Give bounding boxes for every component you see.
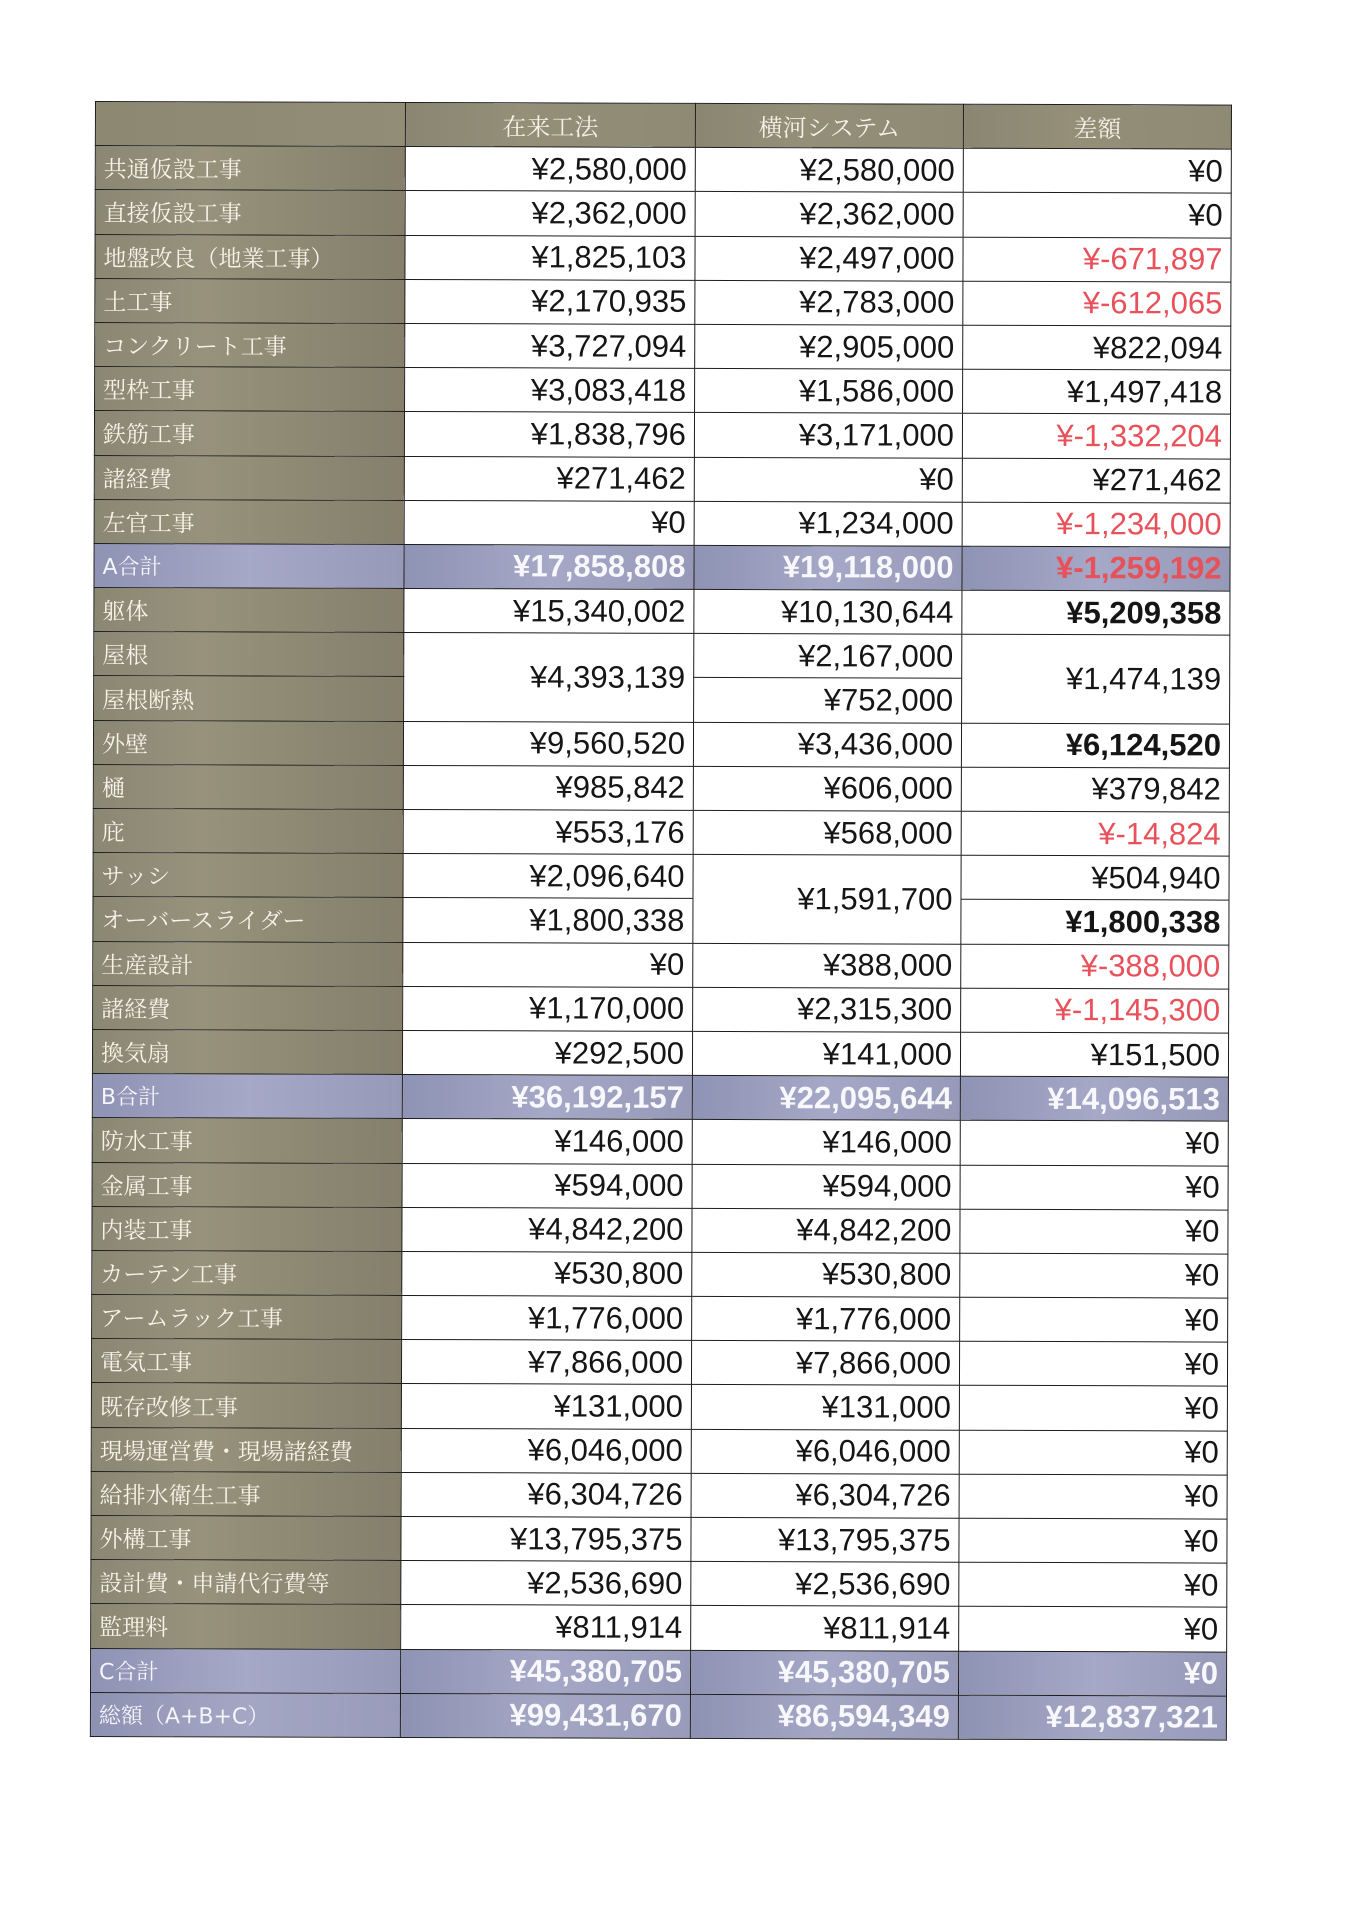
table-row: [91, 1383, 1227, 1431]
cost-comparison-table: [90, 101, 1232, 1741]
yk-value: ¥2,580,000: [695, 148, 963, 193]
table-row: [95, 278, 1231, 326]
table-row: [92, 1118, 1228, 1166]
conv-value: ¥2,170,935: [405, 279, 695, 324]
conv-value: ¥4,842,200: [402, 1207, 692, 1252]
diff-value: ¥379,842: [961, 767, 1229, 812]
conv-value: ¥0: [404, 500, 694, 545]
yk-value: ¥131,000: [691, 1385, 959, 1430]
yk-value: ¥4,842,200: [692, 1208, 960, 1253]
table-row: [91, 1471, 1227, 1519]
diff-value: ¥1,800,338: [961, 900, 1229, 945]
yk-value: ¥811,914: [691, 1606, 959, 1651]
diff-value: ¥0: [959, 1474, 1227, 1519]
subtotal-diff: ¥0: [958, 1651, 1226, 1696]
table-row: [95, 234, 1231, 282]
diff-value: ¥0: [960, 1209, 1228, 1254]
row-label: 外壁: [93, 720, 403, 765]
diff-value: ¥0: [963, 193, 1231, 238]
yk-value: ¥10,130,644: [694, 589, 962, 634]
row-label: 樋: [93, 764, 403, 809]
yk-value: ¥3,436,000: [693, 722, 961, 767]
diff-value-merged: ¥1,474,139: [962, 634, 1230, 723]
yk-value: ¥530,800: [692, 1252, 960, 1297]
row-label: 給排水衛生工事: [91, 1471, 401, 1516]
conv-value: ¥292,500: [402, 1030, 692, 1075]
conv-value: ¥3,083,418: [405, 368, 695, 413]
conv-value: ¥6,304,726: [401, 1472, 691, 1517]
table-row: [91, 1560, 1227, 1608]
conv-value: ¥1,800,338: [403, 898, 693, 943]
yk-value: ¥146,000: [692, 1120, 960, 1165]
diff-value: ¥822,094: [963, 325, 1231, 370]
conv-value: ¥15,340,002: [404, 589, 694, 634]
table-row: [95, 367, 1231, 415]
diff-value: ¥-612,065: [963, 281, 1231, 326]
grand-total-row: [90, 1692, 1226, 1740]
conv-value: ¥1,776,000: [402, 1296, 692, 1341]
diff-value: ¥151,500: [960, 1032, 1228, 1077]
row-label: 鉄筋工事: [94, 411, 404, 456]
yk-value: ¥13,795,375: [691, 1517, 959, 1562]
row-label: 諸経費: [94, 455, 404, 500]
row-label: 電気工事: [91, 1339, 401, 1384]
conv-value: ¥2,536,690: [401, 1561, 691, 1606]
yk-value: ¥6,046,000: [691, 1429, 959, 1474]
table-row: [92, 1250, 1228, 1298]
conv-value: ¥7,866,000: [401, 1340, 691, 1385]
row-label: 生産設計: [93, 941, 403, 986]
conv-value: ¥9,560,520: [403, 721, 693, 766]
table-row: [93, 941, 1229, 989]
diff-value: ¥0: [960, 1297, 1228, 1342]
row-label: 土工事: [95, 278, 405, 323]
table-row: [94, 455, 1230, 503]
table-row: [92, 1206, 1228, 1254]
diff-value: ¥0: [959, 1430, 1227, 1475]
diff-value: ¥1,497,418: [963, 369, 1231, 414]
diff-value: ¥6,124,520: [961, 723, 1229, 768]
conv-value: ¥0: [403, 942, 693, 987]
diff-value: ¥-1,332,204: [962, 414, 1230, 459]
diff-value: ¥0: [960, 1165, 1228, 1210]
row-label: 左官工事: [94, 499, 404, 544]
yk-value: ¥568,000: [693, 810, 961, 855]
yk-value: ¥2,536,690: [691, 1562, 959, 1607]
diff-value: ¥0: [959, 1341, 1227, 1386]
row-label: 現場運営費・現場諸経費: [91, 1427, 401, 1472]
conv-value: ¥146,000: [402, 1119, 692, 1164]
row-label: 屋根: [94, 632, 404, 677]
header-difference: 差額: [963, 104, 1231, 149]
yk-value: ¥1,776,000: [692, 1296, 960, 1341]
conv-value: ¥2,362,000: [405, 191, 695, 236]
subtotal-row-b: [92, 1074, 1228, 1122]
diff-value: ¥-1,145,300: [961, 988, 1229, 1033]
subtotal-conv: ¥17,858,808: [404, 544, 694, 589]
diff-value: ¥-671,897: [963, 237, 1231, 282]
subtotal-yk: ¥45,380,705: [690, 1650, 958, 1695]
subtotal-yk: ¥19,118,000: [694, 545, 962, 590]
conv-value: ¥2,580,000: [405, 147, 695, 192]
row-label: 設計費・申請代行費等: [91, 1560, 401, 1605]
conv-value: ¥2,096,640: [403, 854, 693, 899]
table-row: [95, 322, 1231, 370]
conv-value: ¥1,170,000: [403, 986, 693, 1031]
yk-value: ¥1,234,000: [694, 501, 962, 546]
conv-value: ¥1,838,796: [404, 412, 694, 457]
conv-value: ¥553,176: [403, 809, 693, 854]
conv-value: ¥13,795,375: [401, 1516, 691, 1561]
table-row: [93, 897, 1229, 945]
table-row: [91, 1515, 1227, 1563]
row-label: 庇: [93, 808, 403, 853]
yk-value: ¥388,000: [693, 943, 961, 988]
yk-value: ¥0: [694, 457, 962, 502]
yk-value: ¥6,304,726: [691, 1473, 959, 1518]
conv-value: ¥530,800: [402, 1251, 692, 1296]
header-conventional: 在来工法: [405, 102, 695, 147]
conv-value: ¥271,462: [404, 456, 694, 501]
table-row: [94, 632, 1230, 680]
table-row: [94, 588, 1230, 636]
yk-value-merged: ¥1,591,700: [693, 855, 961, 944]
grand-total-conv: ¥99,431,670: [400, 1693, 690, 1738]
subtotal-diff: ¥-1,259,192: [962, 546, 1230, 591]
table-row: [92, 1295, 1228, 1343]
diff-value: ¥5,209,358: [962, 590, 1230, 635]
subtotal-label: C合計: [91, 1648, 401, 1693]
yk-value: ¥3,171,000: [694, 413, 962, 458]
conv-value: ¥1,825,103: [405, 235, 695, 280]
diff-value: ¥0: [959, 1562, 1227, 1607]
diff-value: ¥-14,824: [961, 811, 1229, 856]
grand-total-yk: ¥86,594,349: [690, 1694, 958, 1739]
row-label: 監理料: [91, 1604, 401, 1649]
diff-value: ¥0: [960, 1253, 1228, 1298]
conv-value-merged: ¥4,393,139: [404, 633, 694, 722]
conv-value: ¥6,046,000: [401, 1428, 691, 1473]
table-row: [91, 1427, 1227, 1475]
diff-value: ¥0: [959, 1518, 1227, 1563]
diff-value: ¥0: [959, 1607, 1227, 1652]
row-label: 共通仮設工事: [95, 146, 405, 191]
row-label: 防水工事: [92, 1118, 402, 1163]
conv-value: ¥594,000: [402, 1163, 692, 1208]
table-row: [95, 190, 1231, 238]
conv-value: ¥131,000: [401, 1384, 691, 1429]
table-row: [91, 1339, 1227, 1387]
yk-value: ¥594,000: [692, 1164, 960, 1209]
table-row: [94, 411, 1230, 459]
row-label: 換気扇: [92, 1029, 402, 1074]
row-label: 型枠工事: [95, 367, 405, 412]
row-label: 諸経費: [93, 985, 403, 1030]
yk-value: ¥606,000: [693, 766, 961, 811]
subtotal-yk: ¥22,095,644: [692, 1076, 960, 1121]
row-label: 直接仮設工事: [95, 190, 405, 235]
subtotal-diff: ¥14,096,513: [960, 1076, 1228, 1121]
row-label: 地盤改良（地業工事）: [95, 234, 405, 279]
table-row: [91, 1604, 1227, 1652]
row-label: 外構工事: [91, 1515, 401, 1560]
row-label: 屋根断熱: [94, 676, 404, 721]
subtotal-conv: ¥36,192,157: [402, 1075, 692, 1120]
diff-value: ¥0: [959, 1386, 1227, 1431]
subtotal-label: B合計: [92, 1074, 402, 1119]
yk-value: ¥2,362,000: [695, 192, 963, 237]
row-label: カーテン工事: [92, 1250, 402, 1295]
diff-value: ¥-388,000: [961, 944, 1229, 989]
grand-total-label: 総額（A+B+C）: [90, 1692, 400, 1737]
yk-value: ¥752,000: [694, 678, 962, 723]
table-row: [92, 1029, 1228, 1077]
row-label: オーバースライダー: [93, 897, 403, 942]
diff-value: ¥0: [960, 1121, 1228, 1166]
yk-value: ¥2,315,300: [693, 987, 961, 1032]
yk-value: ¥7,866,000: [691, 1341, 959, 1386]
diff-value: ¥271,462: [962, 458, 1230, 503]
row-label: アームラック工事: [92, 1295, 402, 1340]
row-label: サッシ: [93, 853, 403, 898]
table-row: [93, 720, 1229, 768]
conv-value: ¥3,727,094: [405, 323, 695, 368]
table-row: [94, 499, 1230, 547]
row-label: 内装工事: [92, 1206, 402, 1251]
row-label: 金属工事: [92, 1162, 402, 1207]
yk-value: ¥2,905,000: [695, 324, 963, 369]
row-label: 既存改修工事: [91, 1383, 401, 1428]
yk-value: ¥2,167,000: [694, 634, 962, 679]
yk-value: ¥1,586,000: [695, 369, 963, 414]
row-label: 躯体: [94, 588, 404, 633]
diff-value: ¥-1,234,000: [962, 502, 1230, 547]
diff-value: ¥504,940: [961, 855, 1229, 900]
table-row: [92, 1162, 1228, 1210]
table-row: [93, 853, 1229, 901]
conv-value: ¥811,914: [401, 1605, 691, 1650]
subtotal-label: A合計: [94, 543, 404, 588]
grand-total-diff: ¥12,837,321: [958, 1695, 1226, 1740]
table-row: [93, 764, 1229, 812]
yk-value: ¥2,783,000: [695, 280, 963, 325]
row-label: コンクリート工事: [95, 322, 405, 367]
subtotal-row-a: [94, 543, 1230, 591]
subtotal-conv: ¥45,380,705: [400, 1649, 690, 1694]
header-corner: [95, 102, 405, 147]
table-row: [93, 808, 1229, 856]
yk-value: ¥2,497,000: [695, 236, 963, 281]
header-yokogawa: 横河システム: [695, 103, 963, 148]
table-row: [95, 146, 1231, 194]
subtotal-row-c: [91, 1648, 1227, 1696]
yk-value: ¥141,000: [692, 1031, 960, 1076]
conv-value: ¥985,842: [403, 765, 693, 810]
diff-value: ¥0: [963, 148, 1231, 193]
table-row: [93, 985, 1229, 1033]
header-row: [95, 102, 1231, 150]
